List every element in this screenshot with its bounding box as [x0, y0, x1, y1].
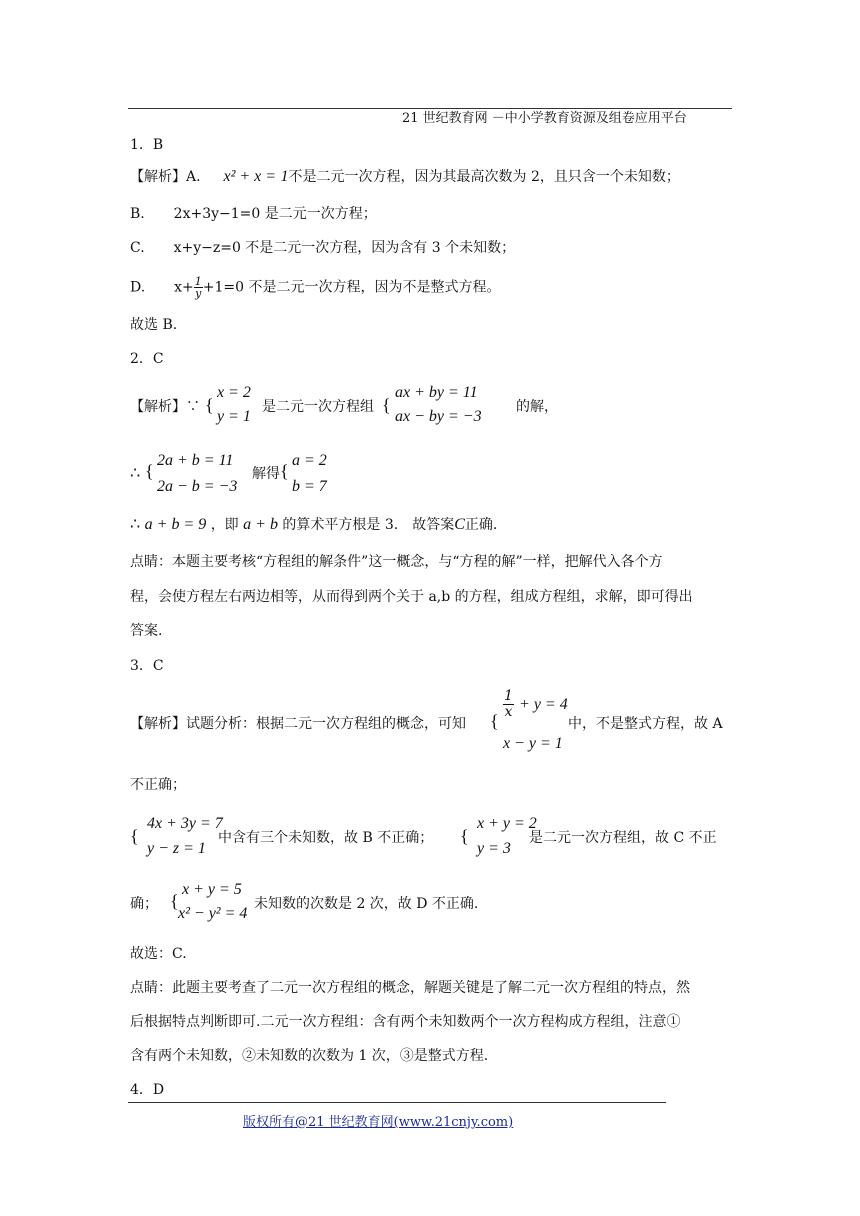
q1-b-equation: 2x+3y−1=0: [173, 206, 261, 222]
q1-b-prefix: B.: [130, 206, 145, 222]
q2-sum-pre: ∴: [130, 516, 141, 533]
q1-a-prefix: 【解析】A.: [130, 169, 201, 185]
q3-brace-d: {: [170, 891, 179, 911]
q2-end-text: 的解，: [516, 399, 558, 415]
q3-comment-2: 后根据特点判断即可.二元一次方程组：含有两个未知数两个一次方程构成方程组，注意①: [130, 1014, 681, 1030]
header-site: 21 世纪教育网 －中小学教育资源及组卷应用平台: [402, 111, 687, 126]
q4-answer: 4．D: [130, 1082, 165, 1098]
q1-d-text: 不是二元一次方程，因为不是整式方程。: [244, 279, 501, 296]
q2-res-row2: b = 7: [292, 478, 327, 495]
q2-sum-eq: a + b = 9: [144, 516, 207, 533]
q1-b-text: 是二元一次方程；: [260, 206, 377, 222]
q2-brace-4: {: [280, 461, 289, 481]
q3-conclusion: 故选：C.: [130, 946, 187, 962]
q2-mid-text: 是二元一次方程组: [262, 399, 374, 415]
q2-der-row2: 2a − b = −3: [157, 478, 238, 495]
q1-option-d: [130, 276, 500, 299]
q3-comment-3: 含有两个未知数，②未知数的次数为 1 次，③是整式方程.: [130, 1048, 489, 1064]
q2-sol-row2: y = 1: [217, 408, 251, 425]
q2-sum-c: C: [454, 516, 465, 533]
q2-comment-1: 点睛：本题主要考核“方程组的解条件”这一概念，与“方程的解”一样，把解代入各个方: [130, 554, 663, 570]
q3-sysd-row1: x + y = 5: [182, 881, 242, 898]
q1-option-c: [130, 238, 515, 258]
q3-prefix: 【解析】试题分析：根据二元一次方程组的概念，可知: [130, 716, 466, 732]
q2-solve-text: 解得: [252, 466, 280, 482]
q3-answer: 3．C: [130, 658, 164, 674]
q2-prefix: 【解析】∵: [130, 399, 200, 415]
q2-der-row1: 2a + b = 11: [157, 452, 234, 469]
q2-therefore: ∴: [130, 465, 141, 482]
footer-rule: [128, 1102, 666, 1103]
q1-d-eq-pre: x+: [174, 279, 194, 296]
q1-c-equation: x+y−z=0: [173, 240, 241, 256]
q3-sysc-row1: x + y = 2: [477, 815, 537, 832]
q1-c-text: 不是二元一次方程，因为含有 3 个未知数；: [240, 240, 516, 256]
q1-option-b: [130, 204, 377, 224]
q1-option-a: [130, 167, 680, 187]
q3-brace-a: {: [490, 711, 499, 731]
q2-sum-line: [130, 515, 497, 535]
q2-res-row1: a = 2: [292, 452, 327, 469]
q3-sysa-row2: x − y = 1: [503, 735, 563, 752]
q1-d-frac-den: y: [195, 287, 202, 300]
q2-answer: 2．C: [130, 351, 164, 367]
q1-answer: 1．B: [130, 137, 164, 153]
q1-a-equation: x² + x =: [223, 168, 277, 185]
q3-sysa-frac-num: 1: [504, 688, 513, 704]
footer-copyright-link[interactable]: 版权所有@21 世纪教育网(www.21cnjy.com): [243, 1115, 514, 1130]
q2-comment-2: 程，会使方程左右两边相等，从而得到两个关于 a,b 的方程，组成方程组，求解，即可得出: [130, 589, 693, 605]
q3-sysd-row2: x² − y² = 4: [178, 905, 248, 922]
q2-brace-2: {: [382, 395, 391, 415]
q1-c-prefix: C.: [130, 240, 145, 256]
q1-d-frac-num: 1: [194, 275, 202, 288]
q3-sysa-fraction: [503, 689, 514, 720]
q2-sol-row1: x = 2: [217, 384, 251, 401]
q3-line2: 不正确；: [130, 777, 186, 793]
q3-comment-1: 点睛：此题主要考查了二元一次方程组的概念，解题关键是了解二元一次方程组的特点，然: [130, 980, 690, 996]
q3-sysb-row2: y − z = 1: [147, 840, 206, 857]
q3-sysa-row1: [503, 689, 568, 720]
q2-sum-post: 的算术平方根是 3. 故答案: [282, 517, 455, 533]
q1-d-fraction: [194, 276, 203, 299]
q2-brace-1: {: [205, 395, 214, 415]
q3-brace-b: {: [130, 826, 139, 846]
q2-sys-row2: ax − by = −3: [395, 408, 482, 425]
q3-sysa-row1-post: + y = 4: [519, 696, 568, 713]
q3-sysb-text: 中含有三个未知数，故 B 不正确；: [218, 830, 434, 846]
q1-a-equation-rhs: 1: [280, 168, 289, 185]
q3-brace-c: {: [460, 826, 469, 846]
q2-sum-end: 正确.: [464, 517, 498, 533]
q3-sysa-text: 中，不是整式方程，故 A: [568, 716, 723, 732]
q3-sysc-row2: y = 3: [477, 840, 511, 857]
q3-sysa-frac-den: x: [504, 704, 513, 720]
q3-sysc-text: 是二元一次方程组，故 C 不正: [529, 830, 717, 846]
q1-d-prefix: D.: [130, 279, 146, 296]
q3-sysd-text: 未知数的次数是 2 次，故 D 不正确.: [254, 896, 479, 912]
q3-line4-pre: 确；: [130, 896, 158, 912]
q2-sys-row1: ax + by = 11: [395, 384, 478, 401]
q1-conclusion: 故选 B.: [130, 317, 178, 333]
q1-d-eq-post: +1=0: [202, 279, 245, 296]
q2-sum-expr: a + b: [243, 516, 278, 533]
q1-a-text: 不是二元一次方程，因为其最高次数为 2，且只含一个未知数；: [288, 169, 680, 185]
q2-sum-mid: ，即: [210, 517, 239, 533]
q3-sysb-row1: 4x + 3y = 7: [147, 815, 223, 832]
q2-comment-3: 答案.: [130, 623, 163, 639]
q2-brace-3: {: [145, 461, 154, 481]
